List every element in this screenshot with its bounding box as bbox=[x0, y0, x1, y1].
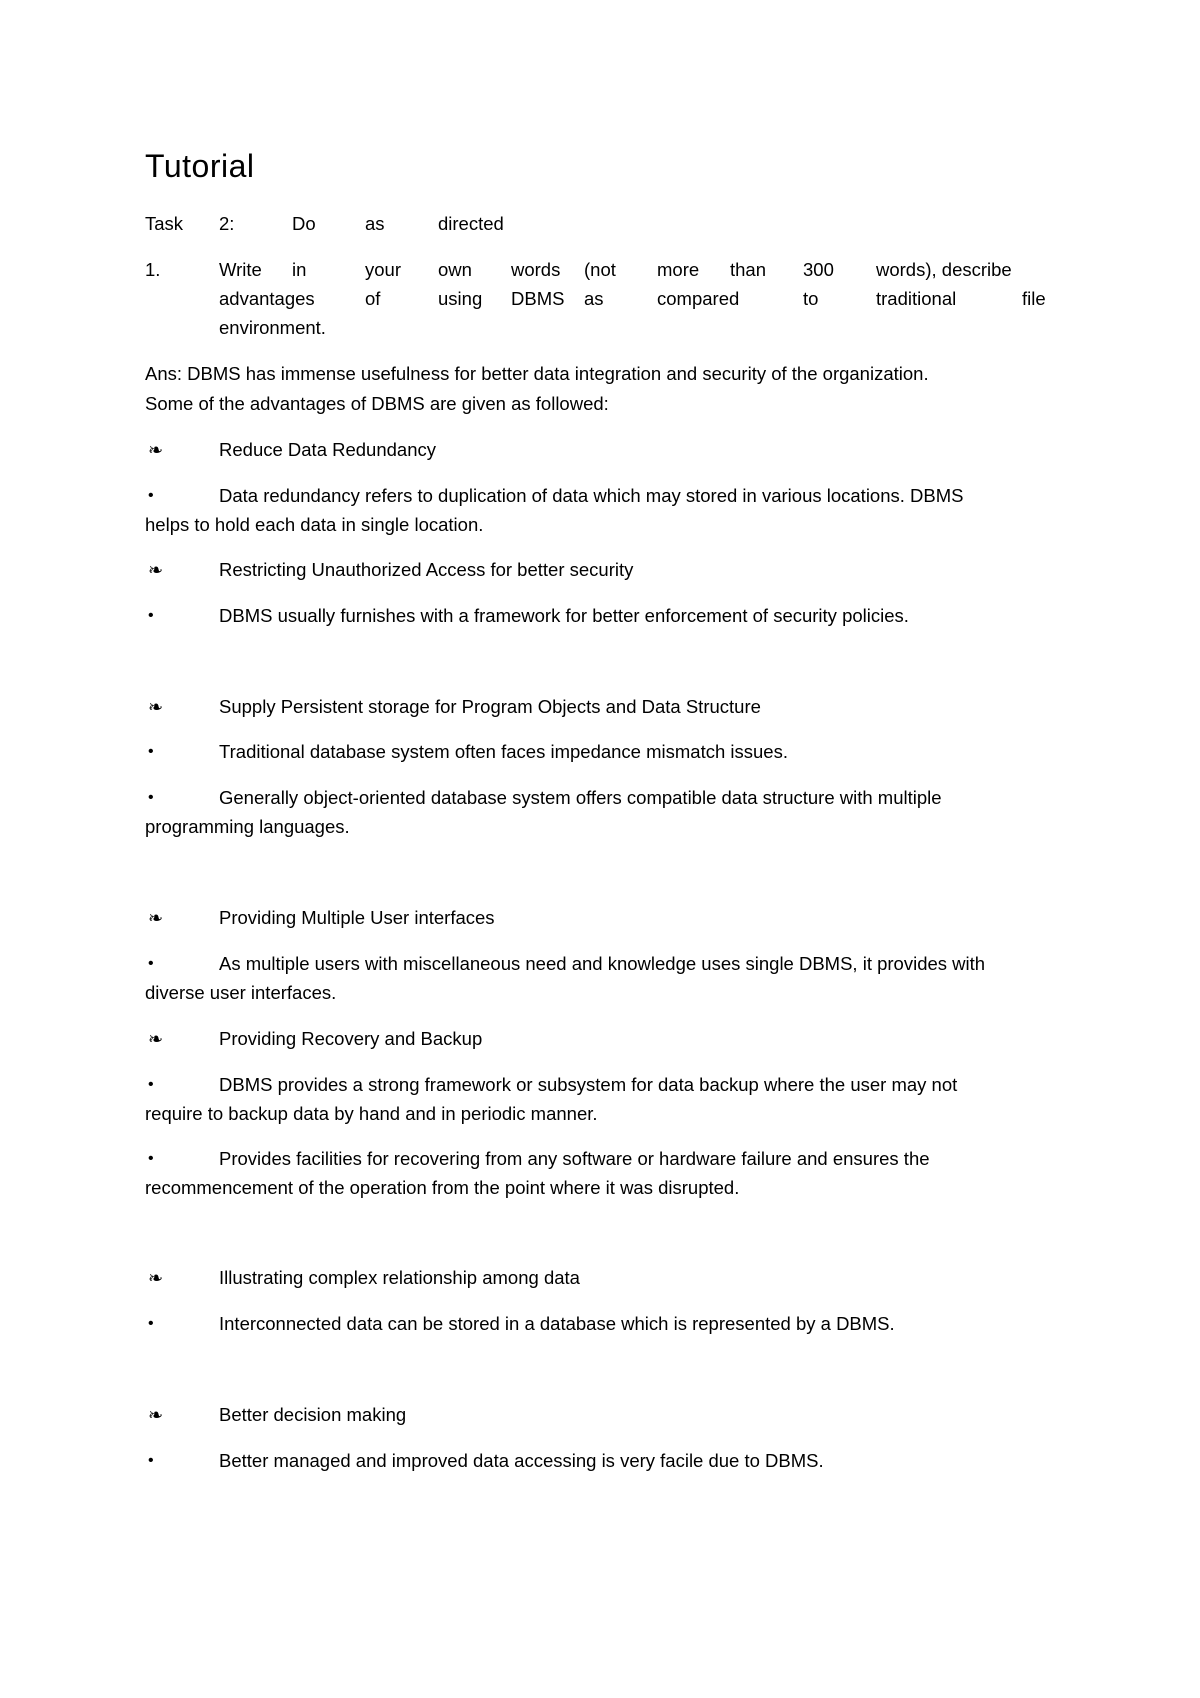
heading-bullet-icon: ❧ bbox=[148, 908, 164, 928]
bullet-text-continued: programming languages. bbox=[145, 816, 350, 837]
question-word: Write bbox=[219, 259, 262, 280]
question-word: words bbox=[511, 259, 561, 280]
section-heading: Reduce Data Redundancy bbox=[219, 439, 437, 460]
answer-line-2: Some of the advantages of DBMS are given as followed: bbox=[145, 393, 609, 414]
question-word: in bbox=[292, 259, 307, 280]
question-word: file bbox=[1022, 288, 1046, 309]
task-word: as bbox=[365, 213, 385, 234]
bullet-text: DBMS usually furnishes with a framework for better enforcement of security policies. bbox=[219, 605, 909, 626]
bullet-text-continued: recommencement of the operation from the point where it was disrupted. bbox=[145, 1177, 740, 1198]
heading-bullet-icon: ❧ bbox=[148, 697, 164, 717]
section-heading: Better decision making bbox=[219, 1404, 407, 1425]
question-line-3: environment. bbox=[219, 317, 326, 338]
question-word: of bbox=[365, 288, 381, 309]
bullet-icon: • bbox=[148, 1150, 154, 1167]
question-word: to bbox=[803, 288, 819, 309]
bullet-text: As multiple users with miscellaneous need and knowledge uses single DBMS, it provides with bbox=[219, 953, 986, 974]
bullet-icon: • bbox=[148, 1315, 154, 1332]
bullet-text: Data redundancy refers to duplication of data which may stored in various locations. DBMS bbox=[219, 485, 964, 506]
page-title: Tutorial bbox=[145, 148, 255, 184]
bullet-text: Better managed and improved data accessing is very facile due to DBMS. bbox=[219, 1450, 824, 1471]
bullet-icon: • bbox=[148, 487, 154, 504]
question-number: 1. bbox=[145, 259, 161, 280]
section-heading: Providing Recovery and Backup bbox=[219, 1028, 483, 1049]
bullet-icon: • bbox=[148, 789, 154, 806]
question-word: as bbox=[584, 288, 604, 309]
bullet-icon: • bbox=[148, 743, 154, 760]
question-word: (not bbox=[584, 259, 616, 280]
question-word: traditional bbox=[876, 288, 957, 309]
question-word: 300 bbox=[803, 259, 834, 280]
task-word: Do bbox=[292, 213, 316, 234]
section-heading: Illustrating complex relationship among data bbox=[219, 1267, 580, 1288]
bullet-text: Provides facilities for recovering from any software or hardware failure and ensures the bbox=[219, 1148, 930, 1169]
bullet-text-continued: diverse user interfaces. bbox=[145, 982, 337, 1003]
heading-bullet-icon: ❧ bbox=[148, 560, 164, 580]
section-heading: Supply Persistent storage for Program Objects and Data Structure bbox=[219, 696, 761, 717]
bullet-text: Traditional database system often faces impedance mismatch issues. bbox=[219, 741, 788, 762]
question-word: compared bbox=[657, 288, 740, 309]
question-word: more bbox=[657, 259, 700, 280]
bullet-icon: • bbox=[148, 1452, 154, 1469]
bullet-icon: • bbox=[148, 955, 154, 972]
bullet-text: DBMS provides a strong framework or subsystem for data backup where the user may not bbox=[219, 1074, 958, 1095]
question-word: words), describe bbox=[876, 259, 1012, 280]
answer-line-1: Ans: DBMS has immense usefulness for better data integration and security of the organization. bbox=[145, 363, 929, 384]
question-word: own bbox=[438, 259, 472, 280]
question-word: than bbox=[730, 259, 767, 280]
question-word: using bbox=[438, 288, 483, 309]
heading-bullet-icon: ❧ bbox=[148, 1029, 164, 1049]
question-word: your bbox=[365, 259, 401, 280]
heading-bullet-icon: ❧ bbox=[148, 1268, 164, 1288]
heading-bullet-icon: ❧ bbox=[148, 1405, 164, 1425]
bullet-text-continued: helps to hold each data in single location. bbox=[145, 514, 484, 535]
section-heading: Restricting Unauthorized Access for better security bbox=[219, 559, 634, 580]
bullet-text-continued: require to backup data by hand and in periodic manner. bbox=[145, 1103, 598, 1124]
section-heading: Providing Multiple User interfaces bbox=[219, 907, 495, 928]
heading-bullet-icon: ❧ bbox=[148, 440, 164, 460]
task-word: Task bbox=[145, 213, 184, 234]
task-word: directed bbox=[438, 213, 504, 234]
bullet-text: Interconnected data can be stored in a database which is represented by a DBMS. bbox=[219, 1313, 895, 1334]
question-word: advantages bbox=[219, 288, 315, 309]
question-word: DBMS bbox=[511, 288, 565, 309]
task-word: 2: bbox=[219, 213, 235, 234]
bullet-icon: • bbox=[148, 1076, 154, 1093]
bullet-text: Generally object-oriented database system offers compatible data structure with multiple bbox=[219, 787, 942, 808]
bullet-icon: • bbox=[148, 607, 154, 624]
